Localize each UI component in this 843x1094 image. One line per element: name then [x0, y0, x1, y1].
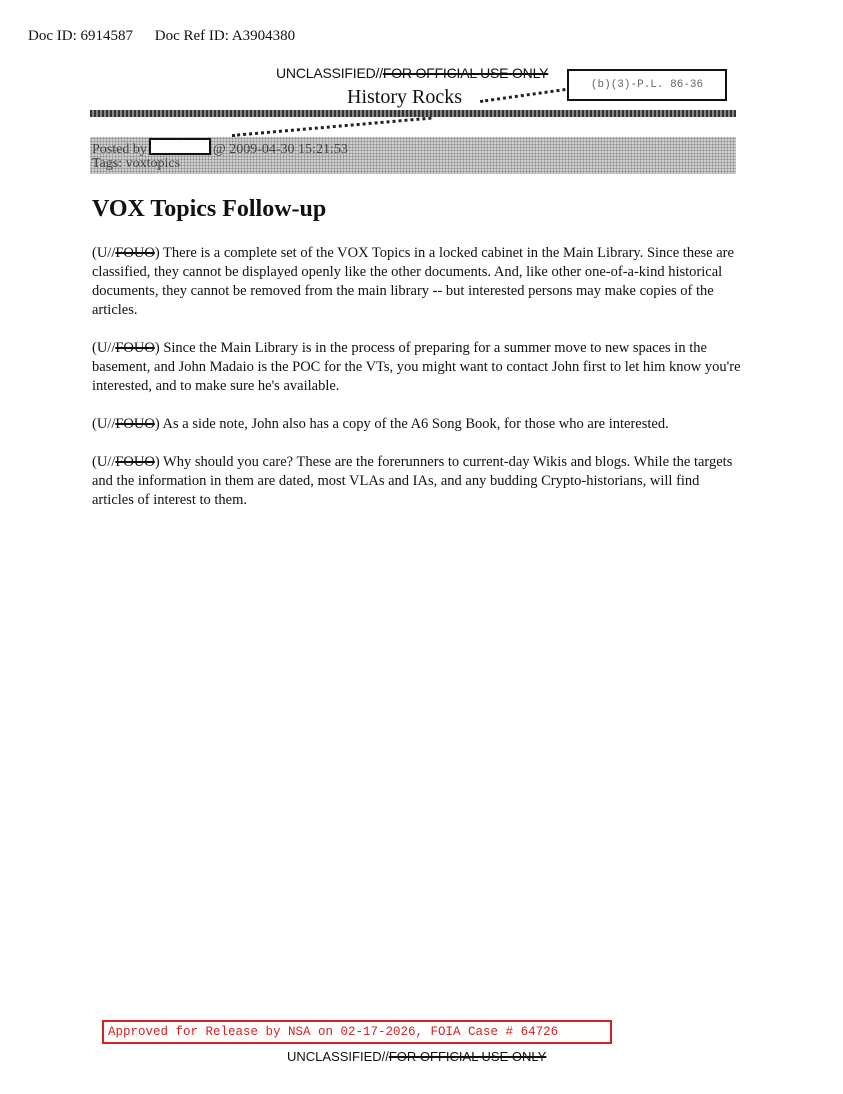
post-title: VOX Topics Follow-up [92, 196, 327, 222]
doc-id: Doc ID: 6914587 [28, 28, 133, 44]
exemption-box [567, 69, 727, 101]
classification-banner-top [276, 65, 548, 81]
body-paragraph [92, 244, 742, 320]
paragraph-text: Since the Main Library is in the process of preparing for a summer move to new spaces in the basement, and John Madaio is the POC for the VTs, you might want to contact John first to let him know you're interested, and to make sure he's available. [92, 340, 741, 394]
exemption-code: (b)(3)-P.L. 86-36 [590, 79, 704, 91]
redacted-author-box [149, 138, 211, 155]
approval-text: Approved for Release by NSA on 02-17-2026, FOIA Case # 64726 [108, 1025, 559, 1039]
marking-prefix: (U// [92, 454, 116, 470]
marking-suffix: ) [154, 340, 160, 356]
marking-struck: FOUO [115, 340, 155, 356]
marking-suffix: ) [154, 454, 160, 470]
marking-prefix: (U// [92, 416, 116, 432]
body-paragraph [92, 453, 742, 510]
tags-label: Tags: [92, 156, 123, 171]
marking-struck: FOUO [115, 454, 155, 470]
tag-link[interactable]: voxtopics [125, 156, 181, 171]
classification-prefix: UNCLASSIFIED// [276, 65, 383, 81]
classification-struck: FOR OFFICIAL USE ONLY [382, 65, 549, 81]
leader-dots-lower [232, 117, 432, 137]
paragraph-text: As a side note, John also has a copy of the A6 Song Book, for those who are interested. [159, 416, 669, 432]
classification-prefix: UNCLASSIFIED// [287, 1049, 389, 1064]
post-timestamp: @ 2009-04-30 15:21:53 [212, 142, 348, 157]
posted-by-label: Posted by [92, 142, 147, 157]
marking-prefix: (U// [92, 340, 116, 356]
marking-suffix: ) [154, 245, 160, 261]
document-id-line [28, 28, 295, 45]
tags-line [92, 156, 180, 172]
classification-banner-bottom [287, 1049, 546, 1064]
header-rule [90, 110, 736, 117]
release-approval-stamp [102, 1020, 612, 1044]
post-body [92, 244, 742, 529]
marking-struck: FOUO [115, 245, 155, 261]
doc-ref-id: Doc Ref ID: A3904380 [154, 28, 296, 44]
marking-suffix: ) [154, 416, 160, 432]
body-paragraph [92, 339, 742, 396]
marking-struck: FOUO [115, 416, 155, 432]
paragraph-text: There is a complete set of the VOX Topics in a locked cabinet in the Main Library. Since these are classified, they cannot be displayed openly like the other documents. And, like other one-of-a-kind historical documents, they cannot be removed from the main library -- but interested persons may make copies of the articles. [92, 245, 734, 318]
posted-by-line [92, 138, 348, 158]
leader-dots-upper [480, 88, 566, 103]
paragraph-text: Why should you care? These are the forerunners to current-day Wikis and blogs. While the targets and the information in them are dated, most VLAs and IAs, and any budding Crypto-historians, will find articles of interest to them. [92, 454, 733, 508]
classification-struck: FOR OFFICIAL USE ONLY [388, 1049, 547, 1064]
body-paragraph [92, 415, 742, 434]
marking-prefix: (U// [92, 245, 116, 261]
blog-title: History Rocks [347, 86, 462, 108]
